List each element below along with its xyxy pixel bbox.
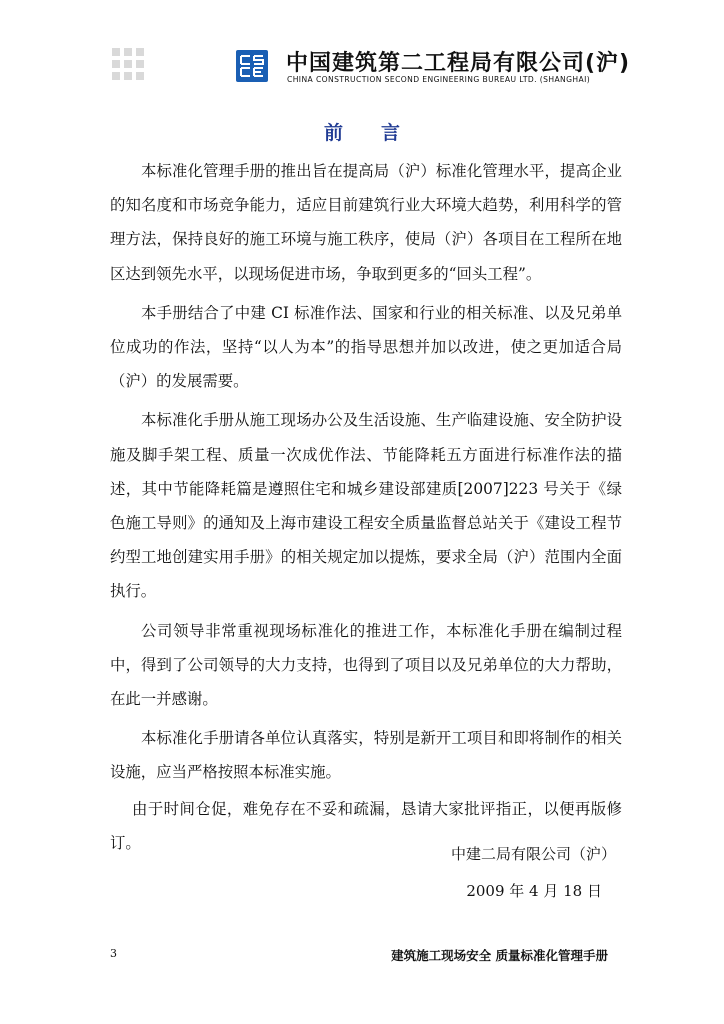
paragraph: 公司领导非常重视现场标准化的推进工作，本标准化手册在编制过程中，得到了公司领导的大力支持，也得到了项目以及兄弟单位的大力帮助，在此一并感谢。 <box>110 621 622 709</box>
paragraph: 本标准化手册从施工现场办公及生活设施、生产临建设施、安全防护设施及脚手架工程、质量一次成优作法、节能降耗五方面进行标准作法的描述，其中节能降耗篇是遵照住宅和城乡建设部建质[2007]223 号关于《绿色施工导则》的通知及上海市建设工程安全质量监督总站关于《建设工程节约型工地创建实用手册》的相关规定加以提炼，要求全局（沪）范围内全面执行。 <box>110 411 622 601</box>
signature: 中建二局有限公司（沪） <box>450 845 616 863</box>
watermark-squares-icon <box>112 48 146 82</box>
page-number: 3 <box>110 947 117 960</box>
page-title <box>0 118 724 145</box>
date: 2009 年 4 月 18 日 <box>466 882 602 900</box>
paragraph: 本手册结合了中建 CI 标准作法、国家和行业的相关标准、以及兄弟单位成功的作法，坚持“以人为本”的指导思想并加以改进，使之更加适合局（沪）的发展需要。 <box>110 303 622 391</box>
paragraph: 本标准化管理手册的推出旨在提高局（沪）标准化管理水平，提高企业的知名度和市场竞争能力，适应目前建筑行业大环境大趋势，利用科学的管理方法，保持良好的施工环境与施工秩序，使局（沪）各项目在工程所在地区达到领先水平，以现场促进市场，争取到更多的“回头工程”。 <box>110 162 622 283</box>
footer-manual-title: 建筑施工现场安全 质量标准化管理手册 <box>391 948 608 963</box>
company-name-cn: 中国建筑第二工程局有限公司(沪) <box>286 51 631 76</box>
preface-body <box>110 154 622 860</box>
closing-paragraph: 由于时间仓促，难免存在不妥和疏漏，恳请大家批评指正，以便再版修订。 <box>110 799 622 852</box>
title-char-1: 前 <box>323 122 343 144</box>
cscec-logo-icon <box>236 50 268 82</box>
company-name-en: CHINA CONSTRUCTION SECOND ENGINEERING BUREAU LTD. (SHANGHAI) <box>287 75 591 84</box>
title-char-2: 言 <box>381 122 401 144</box>
paragraph: 本标准化手册请各单位认真落实，特别是新开工项目和即将制作的相关设施，应当严格按照本标准实施。 <box>110 729 622 782</box>
